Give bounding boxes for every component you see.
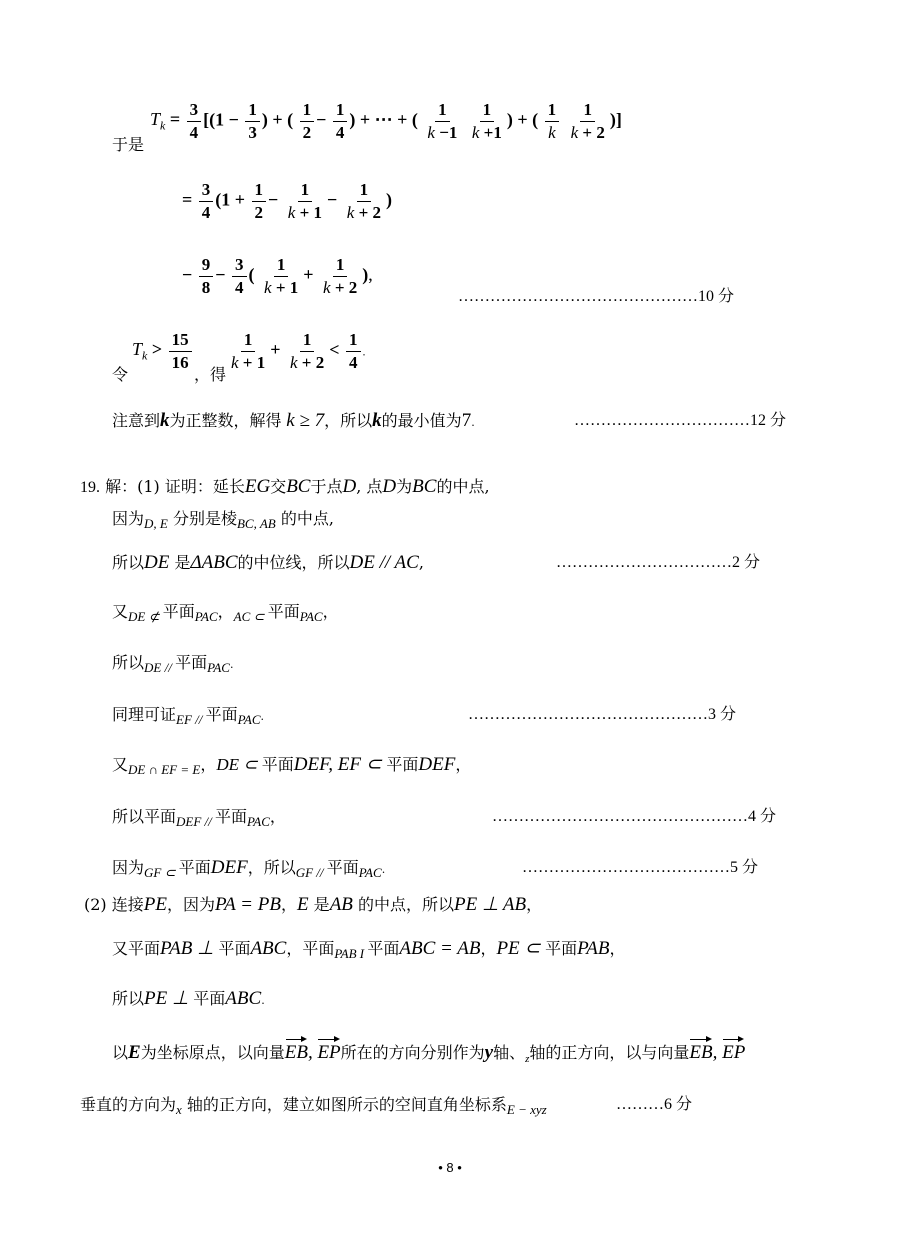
yu-shi-label: 于是 (112, 135, 145, 154)
q19-line1: 19. 解：(1) 证明：延长EG交BC于点D, 点D为BC的中点, (80, 476, 490, 497)
part2-line2: 又平面PAB ⊥ 平面ABC，平面$_{PAB I}$ 平面ABC = AB，PE ⊂ 平面PAB， (112, 938, 626, 961)
ling-label: 令 (112, 365, 129, 384)
formula-condition: $T_k$ > $\frac{15}{16}$ (132, 330, 194, 373)
score-4: …………………………………………4 分 (492, 808, 777, 825)
formula-simplified: − $\frac{9}{8}$ − $\frac{3}{4}$ ( $\frac{1}{k + 1}$ + $\frac{1}{k + 2}$ ), (182, 255, 373, 297)
part2-line4: 以E为坐标原点，以向量EB, EP所在的方向分别作为y轴、$_z$轴的正方向，以与向量EB, EP (112, 1042, 746, 1065)
part2-line5: 垂直的方向为$_x$ 轴的正方向，建立如图所示的空间直角坐标系$_{E - xyz}$ (80, 1095, 547, 1117)
score-2: ……………………………2 分 (556, 554, 761, 571)
score-3: ………………………………………3 分 (468, 706, 737, 723)
score-10: ………………………………………10 分 (458, 288, 735, 305)
formula-inequality: $\frac{1}{k + 1}$ + $\frac{1}{k + 2}$ < $\frac{1}{4}$ . (231, 330, 366, 372)
formula-equals-step: = $\frac{3}{4}$ (1 + $\frac{1}{2}$ − $\frac{1}{k + 1}$ − $\frac{1}{k + 2}$ ) (182, 180, 393, 222)
score-12: ……………………………12 分 (574, 412, 787, 429)
q19-line8: 所以平面$_{DEF //}$ 平面$_{PAC}$， (112, 807, 286, 829)
q19-line3: 所以DE 是ΔABC的中位线，所以DE // AC, (112, 552, 424, 573)
formula-tk-sum: $T_k$ = $\frac{3}{4}$ [(1 − $\frac{1}{3}$ ) + ( $\frac{1}{2}$ − $\frac{1}{4}$ ) + ⋯ + ( $\frac{1}{k -1}$ $\frac{1}{k +1}$ ) + ( $\frac{1}{k}$ $\frac{1}{k + 2}$ )] (150, 100, 622, 142)
part2-line1: (2) 连接PE，因为PA = PB，E 是AB 的中点，所以PE ⊥ AB， (84, 894, 543, 915)
score-5: …………………………………5 分 (522, 859, 759, 876)
note-line: 注意到k为正整数，解得 k ≥ 7，所以k的最小值为7. (112, 410, 475, 431)
de-label: ，得 (194, 365, 227, 384)
q19-line6: 同理可证$_{EF //}$ 平面$_{PAC}$. (112, 705, 265, 727)
q19-line4: 又$_{DE ⊄}$ 平面$_{PAC}$，$_{AC \subset}$ 平面$_{PAC}$， (112, 602, 339, 624)
q19-line2: 因为$_{D, E}$ 分别是棱$_{BC, AB}$ 的中点, (112, 509, 334, 531)
q19-line5: 所以$_{DE //}$ 平面$_{PAC}$. (112, 653, 234, 675)
part2-line3: 所以PE ⊥ 平面ABC. (112, 988, 265, 1009)
score-6: ………6 分 (616, 1096, 693, 1113)
page-number: • 8 • (438, 1160, 462, 1175)
q19-line7: 又$_{DE \cap EF = E}$，DE ⊂ 平面DEF, EF ⊂ 平面DEF， (112, 754, 472, 777)
q19-line9: 因为$_{GF \subset}$ 平面DEF，所以$_{GF //}$ 平面$_{PAC}$. (112, 857, 386, 880)
